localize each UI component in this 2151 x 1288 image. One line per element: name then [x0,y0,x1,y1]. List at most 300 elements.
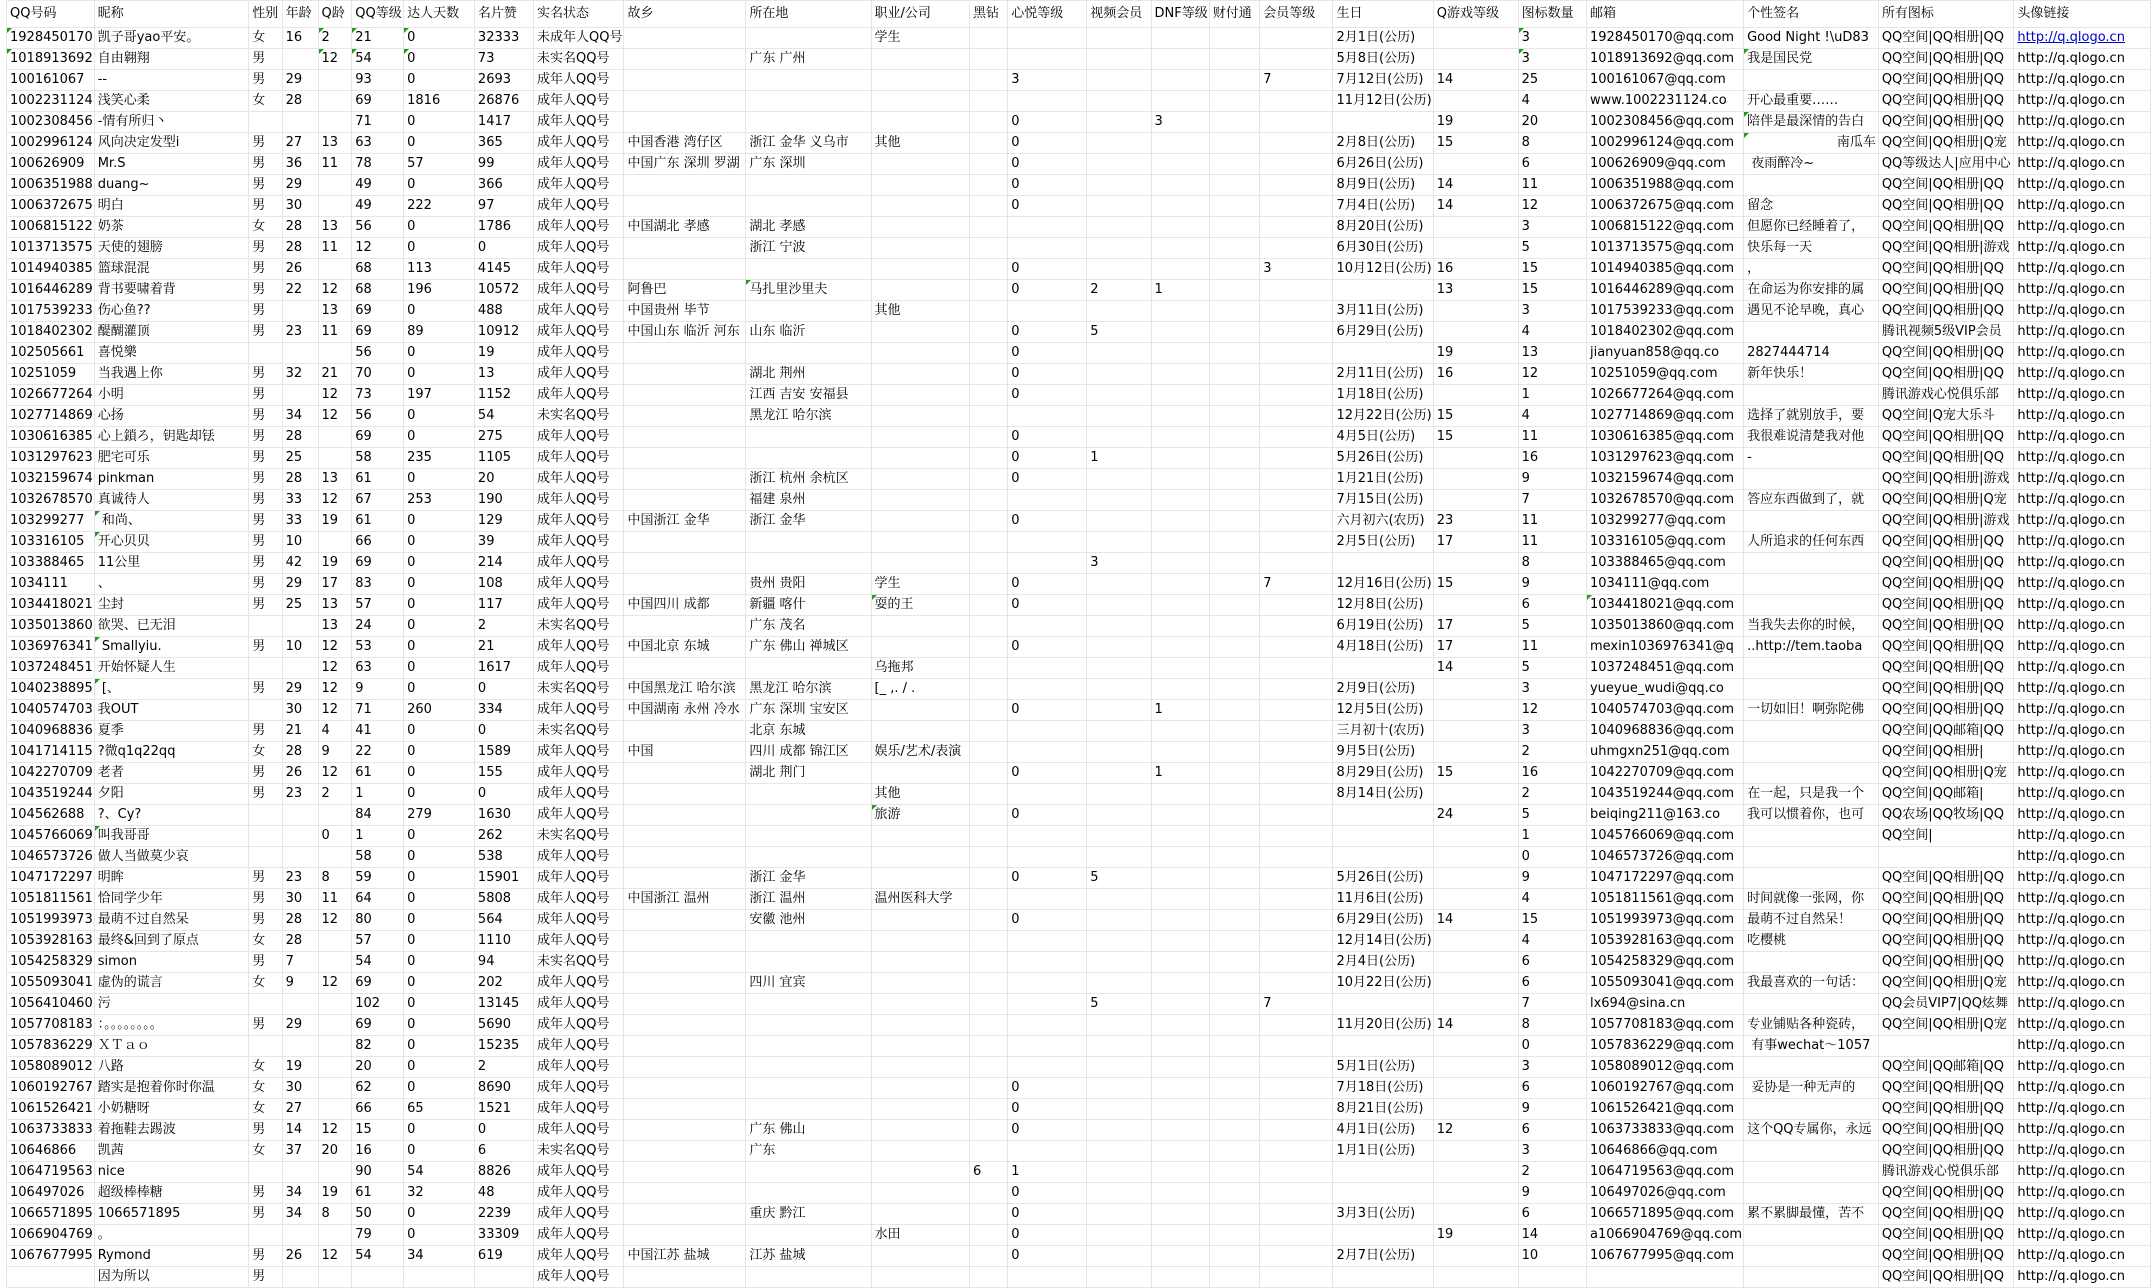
cell-qq_level[interactable]: 50 [352,1204,404,1225]
cell-birthday[interactable]: 8月9日(公历) [1333,175,1433,196]
cell-hometown[interactable] [624,112,746,133]
cell-card_likes[interactable]: 99 [474,154,533,175]
cell-occupation[interactable] [871,1120,969,1141]
cell-birthday[interactable]: 12月16日(公历) [1333,574,1433,595]
cell-hometown[interactable] [624,1141,746,1162]
cell-all_icons[interactable]: QQ空间|QQ相册|QQ [1878,637,2014,658]
cell-video_vip[interactable] [1087,91,1151,112]
cell-black_diamond[interactable] [969,175,1007,196]
cell-hometown[interactable] [624,1099,746,1120]
cell-realname[interactable]: 成年人QQ号 [533,889,623,910]
cell-avatar_link[interactable]: http://q.qlogo.cn [2014,322,2151,343]
cell-location[interactable]: 黑龙江 哈尔滨 [746,679,871,700]
cell-gender[interactable]: 男 [249,574,282,595]
cell-gender[interactable]: 男 [249,763,282,784]
cell-black_diamond[interactable] [969,847,1007,868]
cell-black_diamond[interactable] [969,826,1007,847]
cell-video_vip[interactable] [1087,931,1151,952]
cell-hometown[interactable]: 中国 [624,742,746,763]
cell-gender[interactable]: 男 [249,952,282,973]
cell-q_age[interactable]: 13 [318,616,352,637]
cell-hometown[interactable]: 中国湖南 永州 冷水 [624,700,746,721]
cell-icon_count[interactable]: 6 [1518,952,1586,973]
cell-dnf_level[interactable] [1151,1057,1209,1078]
cell-member[interactable] [1260,175,1333,196]
cell-nickname[interactable]: 心扬 [94,406,248,427]
cell-xinyue[interactable] [1008,952,1087,973]
cell-member[interactable] [1260,637,1333,658]
cell-occupation[interactable] [871,637,969,658]
cell-black_diamond[interactable] [969,154,1007,175]
cell-q_age[interactable]: 8 [318,1204,352,1225]
cell-age[interactable]: 30 [282,700,318,721]
cell-member[interactable]: 7 [1260,574,1333,595]
cell-occupation[interactable]: 其他 [871,784,969,805]
cell-age[interactable]: 28 [282,427,318,448]
cell-birthday[interactable]: 7月15日(公历) [1333,490,1433,511]
cell-gender[interactable] [249,805,282,826]
cell-hometown[interactable] [624,1204,746,1225]
cell-gender[interactable]: 男 [249,154,282,175]
cell-signature[interactable]: ..http://tem.taoba [1744,637,1879,658]
cell-occupation[interactable] [871,1204,969,1225]
cell-hometown[interactable] [624,28,746,49]
cell-tenpay[interactable] [1209,553,1260,574]
cell-occupation[interactable] [871,1183,969,1204]
cell-occupation[interactable] [871,406,969,427]
cell-member[interactable]: 7 [1260,70,1333,91]
cell-all_icons[interactable]: QQ空间|QQ邮箱|QQ [1878,1057,2014,1078]
cell-location[interactable]: 新疆 喀什 [746,595,871,616]
cell-member[interactable] [1260,490,1333,511]
cell-occupation[interactable] [871,1036,969,1057]
cell-nickname[interactable]: Smallyiu. [94,637,248,658]
cell-card_likes[interactable]: 1589 [474,742,533,763]
cell-member[interactable] [1260,469,1333,490]
cell-icon_count[interactable]: 9 [1518,868,1586,889]
cell-xinyue[interactable] [1008,679,1087,700]
cell-icon_count[interactable]: 4 [1518,91,1586,112]
cell-gender[interactable]: 男 [249,868,282,889]
cell-card_likes[interactable]: 1630 [474,805,533,826]
cell-black_diamond[interactable] [969,280,1007,301]
cell-realname[interactable]: 成年人QQ号 [533,217,623,238]
cell-icon_count[interactable]: 12 [1518,196,1586,217]
cell-email[interactable]: 1053928163@qq.com [1586,931,1743,952]
cell-all_icons[interactable]: QQ空间|QQ相册|QQ [1878,553,2014,574]
cell-signature[interactable] [1744,1246,1879,1267]
cell-dnf_level[interactable] [1151,364,1209,385]
cell-dnf_level[interactable] [1151,1225,1209,1246]
cell-daren_days[interactable]: 34 [404,1246,475,1267]
cell-qq[interactable]: 1013713575 [7,238,95,259]
cell-tenpay[interactable] [1209,973,1260,994]
cell-q_age[interactable] [318,805,352,826]
cell-hometown[interactable] [624,532,746,553]
cell-icon_count[interactable]: 6 [1518,1204,1586,1225]
cell-card_likes[interactable]: 33309 [474,1225,533,1246]
cell-nickname[interactable]: duang~ [94,175,248,196]
cell-card_likes[interactable]: 10572 [474,280,533,301]
cell-tenpay[interactable] [1209,259,1260,280]
cell-occupation[interactable] [871,196,969,217]
cell-tenpay[interactable] [1209,1015,1260,1036]
cell-occupation[interactable]: 耍的王 [871,595,969,616]
cell-age[interactable] [282,1036,318,1057]
cell-qq[interactable]: 1064719563 [7,1162,95,1183]
cell-daren_days[interactable]: 0 [404,427,475,448]
cell-all_icons[interactable]: 腾讯游戏心悦俱乐部 [1878,1162,2014,1183]
cell-dnf_level[interactable] [1151,175,1209,196]
cell-email[interactable]: 1043519244@qq.com [1586,784,1743,805]
cell-qgame_level[interactable]: 17 [1433,637,1518,658]
cell-qgame_level[interactable]: 19 [1433,112,1518,133]
cell-tenpay[interactable] [1209,301,1260,322]
cell-video_vip[interactable] [1087,784,1151,805]
cell-occupation[interactable] [871,511,969,532]
cell-tenpay[interactable] [1209,616,1260,637]
cell-icon_count[interactable]: 3 [1518,28,1586,49]
cell-icon_count[interactable]: 5 [1518,658,1586,679]
cell-black_diamond[interactable] [969,217,1007,238]
cell-nickname[interactable]: 篮球混混 [94,259,248,280]
cell-black_diamond[interactable] [969,1267,1007,1288]
cell-nickname[interactable]: 风向决定发型i [94,133,248,154]
cell-birthday[interactable] [1333,1267,1433,1288]
cell-icon_count[interactable]: 3 [1518,721,1586,742]
cell-birthday[interactable]: 5月1日(公历) [1333,1057,1433,1078]
cell-xinyue[interactable]: 0 [1008,469,1087,490]
cell-icon_count[interactable]: 3 [1518,301,1586,322]
cell-member[interactable] [1260,49,1333,70]
cell-member[interactable]: 7 [1260,994,1333,1015]
cell-xinyue[interactable] [1008,238,1087,259]
cell-signature[interactable] [1744,469,1879,490]
cell-daren_days[interactable]: 65 [404,1099,475,1120]
cell-video_vip[interactable] [1087,1120,1151,1141]
cell-member[interactable] [1260,1246,1333,1267]
cell-xinyue[interactable] [1008,1015,1087,1036]
cell-icon_count[interactable]: 15 [1518,280,1586,301]
cell-xinyue[interactable]: 0 [1008,448,1087,469]
cell-location[interactable] [746,175,871,196]
cell-xinyue[interactable] [1008,721,1087,742]
cell-daren_days[interactable]: 222 [404,196,475,217]
cell-location[interactable]: 浙江 杭州 余杭区 [746,469,871,490]
cell-birthday[interactable]: 1月18日(公历) [1333,385,1433,406]
cell-hometown[interactable] [624,91,746,112]
cell-gender[interactable]: 男 [249,679,282,700]
cell-occupation[interactable] [871,91,969,112]
cell-birthday[interactable]: 6月29日(公历) [1333,322,1433,343]
cell-video_vip[interactable] [1087,742,1151,763]
cell-daren_days[interactable]: 0 [404,721,475,742]
cell-member[interactable] [1260,1225,1333,1246]
cell-xinyue[interactable]: 0 [1008,574,1087,595]
cell-xinyue[interactable]: 0 [1008,112,1087,133]
cell-card_likes[interactable]: 1110 [474,931,533,952]
cell-occupation[interactable] [871,259,969,280]
cell-occupation[interactable] [871,364,969,385]
cell-gender[interactable] [249,343,282,364]
cell-hometown[interactable] [624,931,746,952]
cell-dnf_level[interactable] [1151,49,1209,70]
cell-all_icons[interactable]: QQ空间|QQ相册|QQ [1878,1183,2014,1204]
cell-location[interactable] [746,1036,871,1057]
cell-black_diamond[interactable] [969,784,1007,805]
cell-qq_level[interactable]: 54 [352,49,404,70]
cell-qq_level[interactable]: 49 [352,175,404,196]
cell-occupation[interactable] [871,490,969,511]
cell-member[interactable] [1260,217,1333,238]
cell-signature[interactable] [1744,553,1879,574]
cell-signature[interactable]: Good Night !\uD83 [1744,28,1879,49]
cell-all_icons[interactable]: 腾讯视频5级VIP会员 [1878,322,2014,343]
cell-q_age[interactable]: 12 [318,490,352,511]
cell-daren_days[interactable]: 0 [404,679,475,700]
cell-avatar_link[interactable]: http://q.qlogo.cn [2014,1246,2151,1267]
cell-occupation[interactable] [871,616,969,637]
cell-email[interactable]: 10251059@qq.com [1586,364,1743,385]
cell-video_vip[interactable] [1087,343,1151,364]
cell-member[interactable] [1260,1036,1333,1057]
cell-realname[interactable]: 成年人QQ号 [533,259,623,280]
cell-q_age[interactable] [318,1015,352,1036]
cell-dnf_level[interactable] [1151,1099,1209,1120]
cell-card_likes[interactable]: 0 [474,679,533,700]
cell-gender[interactable]: 男 [249,364,282,385]
cell-icon_count[interactable]: 12 [1518,364,1586,385]
cell-all_icons[interactable]: QQ空间|QQ相册|QQ [1878,427,2014,448]
cell-tenpay[interactable] [1209,1246,1260,1267]
cell-qq[interactable]: 1031297623 [7,448,95,469]
cell-member[interactable] [1260,1162,1333,1183]
cell-qgame_level[interactable] [1433,28,1518,49]
cell-birthday[interactable]: 六月初六(农历) [1333,511,1433,532]
cell-age[interactable]: 27 [282,1099,318,1120]
cell-signature[interactable] [1744,847,1879,868]
cell-qq_level[interactable]: 16 [352,1141,404,1162]
cell-member[interactable] [1260,301,1333,322]
cell-signature[interactable] [1744,1225,1879,1246]
cell-email[interactable]: 1014940385@qq.com [1586,259,1743,280]
cell-signature[interactable]: 在命运为你安排的属 [1744,280,1879,301]
cell-xinyue[interactable]: 0 [1008,154,1087,175]
cell-gender[interactable]: 男 [249,238,282,259]
cell-signature[interactable]: 快乐每一天 [1744,238,1879,259]
cell-qgame_level[interactable] [1433,847,1518,868]
cell-tenpay[interactable] [1209,154,1260,175]
cell-avatar_link[interactable]: http://q.qlogo.cn [2014,175,2151,196]
cell-avatar_link[interactable]: http://q.qlogo.cn [2014,1120,2151,1141]
cell-nickname[interactable]: 浅笑心柔 [94,91,248,112]
cell-avatar_link[interactable]: http://q.qlogo.cn [2014,70,2151,91]
cell-avatar_link[interactable]: http://q.qlogo.cn [2014,721,2151,742]
cell-q_age[interactable]: 12 [318,679,352,700]
cell-q_age[interactable] [318,1267,352,1288]
cell-realname[interactable]: 成年人QQ号 [533,238,623,259]
cell-qq[interactable]: 1016446289 [7,280,95,301]
cell-video_vip[interactable] [1087,112,1151,133]
cell-q_age[interactable] [318,847,352,868]
cell-xinyue[interactable]: 0 [1008,700,1087,721]
cell-age[interactable]: 29 [282,175,318,196]
cell-qgame_level[interactable] [1433,595,1518,616]
cell-xinyue[interactable] [1008,1036,1087,1057]
cell-all_icons[interactable]: QQ空间|QQ相册|QQ [1878,196,2014,217]
cell-icon_count[interactable] [1518,1267,1586,1288]
cell-q_age[interactable]: 12 [318,385,352,406]
cell-signature[interactable]: 我是国民党 [1744,49,1879,70]
cell-xinyue[interactable]: 0 [1008,868,1087,889]
cell-avatar_link[interactable]: http://q.qlogo.cn [2014,196,2151,217]
cell-dnf_level[interactable] [1151,847,1209,868]
cell-signature[interactable]: 陪伴是最深情的告白 [1744,112,1879,133]
cell-dnf_level[interactable] [1151,343,1209,364]
cell-gender[interactable] [249,112,282,133]
cell-location[interactable] [746,784,871,805]
cell-realname[interactable]: 成年人QQ号 [533,91,623,112]
cell-realname[interactable]: 成年人QQ号 [533,847,623,868]
cell-qq_level[interactable]: 57 [352,595,404,616]
cell-avatar_link[interactable]: http://q.qlogo.cn [2014,574,2151,595]
cell-nickname[interactable]: pinkman [94,469,248,490]
cell-realname[interactable]: 成年人QQ号 [533,574,623,595]
cell-all_icons[interactable]: QQ空间|QQ相册|Q宠 [1878,763,2014,784]
cell-qq[interactable]: 1053928163 [7,931,95,952]
cell-black_diamond[interactable] [969,595,1007,616]
cell-location[interactable] [746,847,871,868]
cell-member[interactable] [1260,805,1333,826]
cell-tenpay[interactable] [1209,658,1260,679]
cell-xinyue[interactable] [1008,658,1087,679]
cell-email[interactable]: 1057836229@qq.com [1586,1036,1743,1057]
cell-realname[interactable]: 成年人QQ号 [533,1246,623,1267]
cell-q_age[interactable] [318,343,352,364]
cell-birthday[interactable]: 2月9日(公历) [1333,679,1433,700]
cell-occupation[interactable] [871,385,969,406]
cell-qgame_level[interactable]: 16 [1433,364,1518,385]
cell-qq_level[interactable]: 56 [352,406,404,427]
cell-age[interactable]: 30 [282,196,318,217]
cell-all_icons[interactable]: QQ空间|QQ相册|QQ [1878,91,2014,112]
cell-email[interactable]: www.1002231124.co [1586,91,1743,112]
cell-occupation[interactable] [871,994,969,1015]
cell-hometown[interactable]: 中国浙江 温州 [624,889,746,910]
cell-icon_count[interactable]: 1 [1518,826,1586,847]
cell-gender[interactable]: 女 [249,931,282,952]
cell-signature[interactable] [1744,175,1879,196]
cell-location[interactable]: 广东 深圳 [746,154,871,175]
col-header-avatar_link[interactable]: 头像链接 [2014,1,2151,28]
cell-hometown[interactable] [624,574,746,595]
cell-signature[interactable] [1744,595,1879,616]
cell-qgame_level[interactable]: 24 [1433,805,1518,826]
cell-gender[interactable]: 女 [249,217,282,238]
cell-video_vip[interactable] [1087,406,1151,427]
cell-video_vip[interactable] [1087,952,1151,973]
cell-tenpay[interactable] [1209,1225,1260,1246]
cell-qq[interactable]: 1002308456 [7,112,95,133]
cell-all_icons[interactable]: QQ空间|QQ相册|QQ [1878,868,2014,889]
cell-all_icons[interactable]: QQ空间|QQ相册|QQ [1878,448,2014,469]
cell-avatar_link[interactable]: http://q.qlogo.cn [2014,847,2151,868]
cell-video_vip[interactable] [1087,133,1151,154]
cell-card_likes[interactable]: 0 [474,1120,533,1141]
cell-gender[interactable] [249,994,282,1015]
cell-signature[interactable]: 选择了就别放手，要 [1744,406,1879,427]
cell-signature[interactable]: 我很难说清楚我对他 [1744,427,1879,448]
cell-signature[interactable] [1744,763,1879,784]
cell-black_diamond[interactable] [969,721,1007,742]
cell-card_likes[interactable] [474,1267,533,1288]
cell-hometown[interactable] [624,658,746,679]
cell-icon_count[interactable]: 9 [1518,469,1586,490]
cell-location[interactable]: 黑龙江 哈尔滨 [746,406,871,427]
cell-signature[interactable] [1744,826,1879,847]
cell-signature[interactable] [1744,952,1879,973]
cell-birthday[interactable]: 11月20日(公历) [1333,1015,1433,1036]
cell-dnf_level[interactable] [1151,259,1209,280]
cell-qq_level[interactable]: 70 [352,364,404,385]
cell-icon_count[interactable]: 0 [1518,1036,1586,1057]
cell-birthday[interactable]: 11月12日(公历) [1333,91,1433,112]
cell-black_diamond[interactable] [969,1078,1007,1099]
cell-hometown[interactable] [624,490,746,511]
cell-all_icons[interactable]: QQ空间|QQ相册| [1878,742,2014,763]
cell-qq[interactable]: 1006372675 [7,196,95,217]
cell-xinyue[interactable] [1008,301,1087,322]
cell-birthday[interactable]: 10月12日(公历) [1333,259,1433,280]
cell-realname[interactable]: 成年人QQ号 [533,1267,623,1288]
cell-gender[interactable]: 男 [249,469,282,490]
cell-qq_level[interactable]: 56 [352,217,404,238]
cell-qq_level[interactable] [352,1267,404,1288]
cell-daren_days[interactable]: 0 [404,595,475,616]
cell-dnf_level[interactable] [1151,679,1209,700]
cell-daren_days[interactable]: 0 [404,175,475,196]
cell-card_likes[interactable]: 6 [474,1141,533,1162]
cell-qq[interactable]: 104562688 [7,805,95,826]
col-header-signature[interactable]: 个性签名 [1744,1,1879,28]
cell-occupation[interactable]: 水田 [871,1225,969,1246]
cell-realname[interactable]: 成年人QQ号 [533,973,623,994]
cell-video_vip[interactable] [1087,1015,1151,1036]
cell-birthday[interactable]: 12月5日(公历) [1333,700,1433,721]
cell-qgame_level[interactable]: 15 [1433,406,1518,427]
cell-qgame_level[interactable]: 15 [1433,574,1518,595]
cell-location[interactable] [746,1078,871,1099]
cell-nickname[interactable]: 老者 [94,763,248,784]
cell-occupation[interactable]: 乌拖邦 [871,658,969,679]
cell-daren_days[interactable]: 0 [404,406,475,427]
cell-black_diamond[interactable] [969,994,1007,1015]
cell-occupation[interactable] [871,280,969,301]
cell-all_icons[interactable]: QQ空间|QQ相册|QQ [1878,28,2014,49]
cell-qq_level[interactable]: 59 [352,868,404,889]
cell-all_icons[interactable]: QQ空间| [1878,826,2014,847]
cell-email[interactable]: 1066571895@qq.com [1586,1204,1743,1225]
cell-qq[interactable]: 1006351988 [7,175,95,196]
cell-qq[interactable]: 1034418021 [7,595,95,616]
cell-qq_level[interactable]: 69 [352,553,404,574]
cell-qgame_level[interactable] [1433,301,1518,322]
cell-qq[interactable] [7,1267,95,1288]
cell-dnf_level[interactable]: 3 [1151,112,1209,133]
cell-avatar_link[interactable]: http://q.qlogo.cn [2014,763,2151,784]
cell-black_diamond[interactable] [969,196,1007,217]
cell-email[interactable]: 1006351988@qq.com [1586,175,1743,196]
